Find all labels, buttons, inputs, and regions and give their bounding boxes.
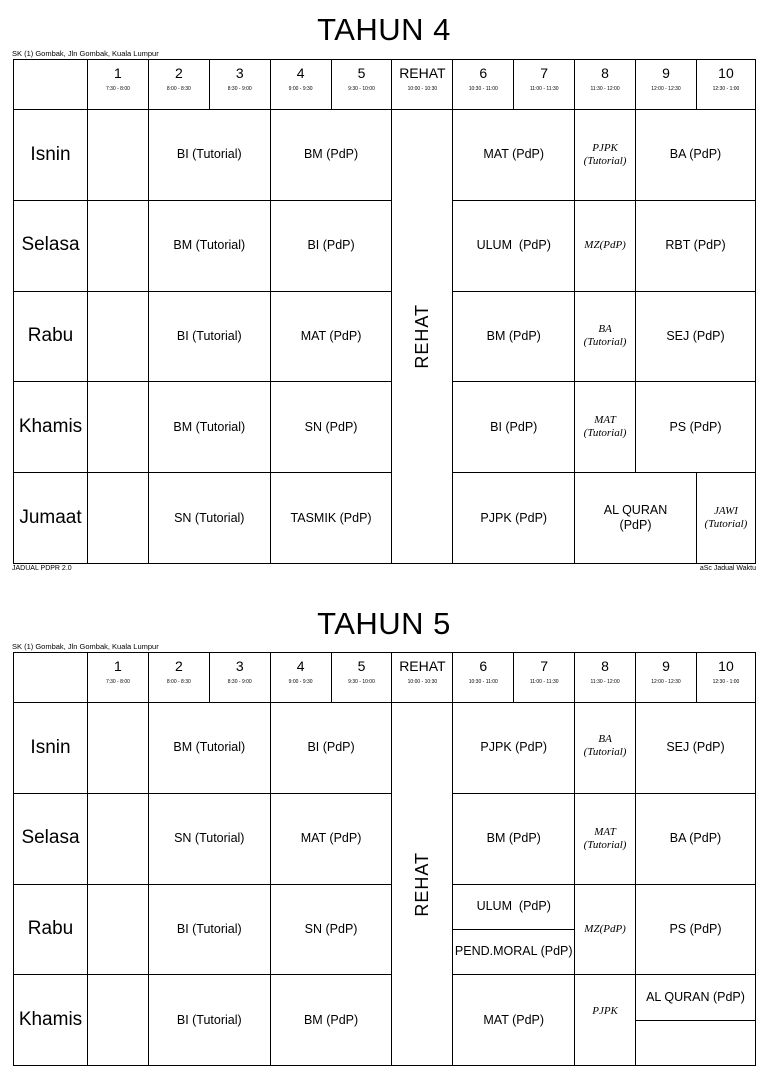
period-time: 9:00 - 9:30 — [288, 679, 313, 685]
timetable-title: TAHUN 5 — [317, 606, 451, 641]
day-label: Isnin — [14, 110, 88, 201]
period-header — [514, 60, 575, 110]
period-time: 10:30 - 11:00 — [468, 86, 498, 92]
period-time: 11:30 - 12:00 — [590, 679, 620, 685]
day-label: Selasa — [14, 201, 88, 292]
period-number: 9 — [662, 65, 670, 81]
period-time: 8:30 - 9:00 — [227, 679, 252, 685]
lesson-cell: BM (Tutorial) — [149, 382, 271, 473]
lesson-cell: BA (Tutorial) — [575, 292, 636, 383]
lesson-cell: PJPK (PdP) — [453, 473, 575, 564]
lesson-cell: SN (Tutorial) — [149, 794, 271, 885]
period-number: REHAT — [399, 658, 446, 674]
lesson-cell: PS (PdP) — [636, 382, 756, 473]
day-label: Selasa — [14, 794, 88, 885]
lesson-cell: TASMIK (PdP) — [271, 473, 393, 564]
lesson-cell: SN (Tutorial) — [149, 473, 271, 564]
lesson-cell: BM (PdP) — [453, 794, 575, 885]
lesson-cell: JAWI (Tutorial) — [697, 473, 756, 564]
lesson-cell: ULUM (PdP) — [453, 201, 575, 292]
period-header — [332, 653, 393, 703]
day-label: Rabu — [14, 885, 88, 976]
lesson-cell-top: ULUM (PdP) — [476, 898, 551, 913]
period-time: 10:00 - 10:30 — [407, 679, 438, 685]
period-number: 4 — [296, 65, 305, 81]
lesson-cell — [88, 703, 149, 794]
lesson-cell: BI (PdP) — [453, 382, 575, 473]
lesson-cell — [88, 473, 149, 564]
period-time: 11:00 - 11:30 — [529, 86, 559, 92]
split-lesson-cell — [453, 885, 575, 976]
period-number: 8 — [601, 658, 609, 674]
period-time: 9:30 - 10:00 — [348, 679, 375, 685]
period-number: 3 — [235, 658, 244, 674]
lesson-cell: RBT (PdP) — [636, 201, 756, 292]
period-time: 7:30 - 8:00 — [105, 86, 130, 92]
period-number: 7 — [540, 658, 549, 674]
rehat-cell — [392, 110, 453, 564]
lesson-cell: AL QURAN (PdP) — [575, 473, 697, 564]
lesson-cell: PS (PdP) — [636, 885, 756, 976]
lesson-cell: SEJ (PdP) — [636, 292, 756, 383]
period-number: REHAT — [399, 65, 446, 81]
lesson-cell: BI (Tutorial) — [149, 975, 271, 1066]
period-header — [575, 653, 636, 703]
lesson-cell: MAT (Tutorial) — [575, 382, 636, 473]
timetable-grid-tahun-5 — [13, 652, 756, 1066]
lesson-cell — [88, 885, 149, 976]
lesson-cell: BI (Tutorial) — [149, 110, 271, 201]
lesson-cell: MAT (Tutorial) — [575, 794, 636, 885]
period-number: 6 — [479, 658, 488, 674]
period-header — [697, 653, 756, 703]
day-label: Khamis — [14, 975, 88, 1066]
period-number: 3 — [235, 65, 244, 81]
lesson-cell: BI (PdP) — [271, 703, 393, 794]
period-header-rehat — [392, 653, 453, 703]
lesson-cell: BM (PdP) — [453, 292, 575, 383]
period-number: 5 — [357, 65, 366, 81]
lesson-cell: SEJ (PdP) — [636, 703, 756, 794]
period-header — [453, 60, 514, 110]
lesson-cell: MAT (PdP) — [271, 794, 393, 885]
period-time: 12:00 - 12:30 — [651, 679, 681, 685]
period-header — [271, 60, 332, 110]
timetable-title: TAHUN 4 — [317, 12, 451, 47]
lesson-cell: MAT (PdP) — [453, 975, 575, 1066]
period-time: 12:30 - 1:00 — [712, 679, 740, 685]
period-time: 10:00 - 10:30 — [407, 86, 438, 92]
rehat-label: REHAT — [411, 851, 432, 917]
lesson-cell: MAT (PdP) — [271, 292, 393, 383]
period-time: 12:00 - 12:30 — [651, 86, 681, 92]
period-header-rehat — [392, 60, 453, 110]
school-name: SK (1) Gombak, Jln Gombak, Kuala Lumpur — [12, 642, 159, 651]
lesson-cell: BA (Tutorial) — [575, 703, 636, 794]
lesson-cell: MZ(PdP) — [575, 201, 636, 292]
lesson-cell: MAT (PdP) — [453, 110, 575, 201]
lesson-cell — [88, 794, 149, 885]
lesson-cell: SN (PdP) — [271, 382, 393, 473]
lesson-cell: BM (Tutorial) — [149, 201, 271, 292]
period-header — [697, 60, 756, 110]
lesson-cell: BM (Tutorial) — [149, 703, 271, 794]
lesson-cell: PJPK (PdP) — [453, 703, 575, 794]
footer-right: aSc Jadual Waktu — [699, 565, 756, 572]
period-header — [636, 60, 697, 110]
period-number: 9 — [662, 658, 670, 674]
period-number: 10 — [718, 658, 734, 674]
period-time: 7:30 - 8:00 — [105, 679, 130, 685]
footer-left: JADUAL PDPR 2.0 — [12, 565, 72, 572]
period-time: 9:30 - 10:00 — [348, 86, 375, 92]
split-lesson-cell — [636, 975, 756, 1066]
lesson-cell — [88, 975, 149, 1066]
lesson-cell: BI (Tutorial) — [149, 292, 271, 383]
lesson-cell-bottom — [636, 1020, 755, 1065]
period-number: 4 — [296, 658, 305, 674]
period-number: 2 — [174, 65, 183, 81]
day-label: Isnin — [14, 703, 88, 794]
lesson-cell: BI (PdP) — [271, 201, 393, 292]
period-header — [88, 60, 149, 110]
lesson-cell — [88, 110, 149, 201]
period-header — [210, 60, 271, 110]
lesson-cell: PJPK — [575, 975, 636, 1066]
lesson-cell: PJPK (Tutorial) — [575, 110, 636, 201]
period-number: 2 — [174, 658, 183, 674]
period-header — [575, 60, 636, 110]
rehat-label: REHAT — [411, 304, 432, 369]
period-header — [149, 653, 210, 703]
period-number: 6 — [479, 65, 488, 81]
lesson-cell — [88, 201, 149, 292]
lesson-cell: BA (PdP) — [636, 110, 756, 201]
period-time: 9:00 - 9:30 — [288, 86, 313, 92]
period-time: 11:00 - 11:30 — [529, 679, 559, 685]
period-header — [453, 653, 514, 703]
period-number: 1 — [114, 658, 122, 674]
timetable-grid-tahun-4 — [13, 59, 756, 564]
lesson-cell: BI (Tutorial) — [149, 885, 271, 976]
period-time: 12:30 - 1:00 — [712, 86, 740, 92]
period-header — [332, 60, 393, 110]
corner-cell — [14, 653, 88, 703]
period-number: 5 — [357, 658, 366, 674]
period-time: 8:00 - 8:30 — [166, 679, 191, 685]
rehat-cell — [392, 703, 453, 1066]
period-time: 8:30 - 9:00 — [227, 86, 252, 92]
lesson-cell: BM (PdP) — [271, 975, 393, 1066]
period-number: 8 — [601, 65, 609, 81]
period-header — [514, 653, 575, 703]
period-header — [636, 653, 697, 703]
lesson-cell-bottom: PEND.MORAL (PdP) — [453, 929, 575, 974]
period-number: 1 — [114, 65, 122, 81]
lesson-cell: SN (PdP) — [271, 885, 393, 976]
lesson-cell-top: AL QURAN (PdP) — [646, 990, 745, 1005]
period-number: 7 — [540, 65, 549, 81]
period-number: 10 — [718, 65, 734, 81]
lesson-cell: MZ(PdP) — [575, 885, 636, 976]
day-label: Jumaat — [14, 473, 88, 564]
lesson-cell — [88, 292, 149, 383]
period-time: 10:30 - 11:00 — [468, 679, 498, 685]
school-name: SK (1) Gombak, Jln Gombak, Kuala Lumpur — [12, 49, 159, 58]
period-header — [271, 653, 332, 703]
corner-cell — [14, 60, 88, 110]
period-header — [149, 60, 210, 110]
lesson-cell — [88, 382, 149, 473]
period-header — [210, 653, 271, 703]
lesson-cell: BA (PdP) — [636, 794, 756, 885]
period-header — [88, 653, 149, 703]
period-time: 11:30 - 12:00 — [590, 86, 620, 92]
period-time: 8:00 - 8:30 — [166, 86, 191, 92]
day-label: Khamis — [14, 382, 88, 473]
day-label: Rabu — [14, 292, 88, 383]
lesson-cell: BM (PdP) — [271, 110, 393, 201]
